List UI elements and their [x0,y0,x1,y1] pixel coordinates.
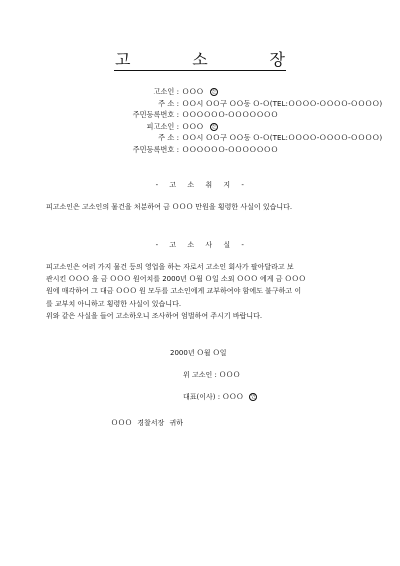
facts-text [46,261,364,322]
accused-id-row [0,144,400,156]
title-char-3: 장 [269,50,285,69]
seal-mark: 인 [211,89,216,95]
facts-heading: - 고 소 사 실 - [155,241,245,249]
title-underline [114,70,286,71]
field-value: ＯＯ시 ＯＯ구 ＯＯ동 Ｏ-Ｏ(TEL:ＯＯＯＯ-ＯＯＯＯ-ＯＯＯＯ) [182,133,383,143]
field-value: ＯＯＯＯＯＯ-ＯＯＯＯＯＯＯ [182,144,279,154]
field-label: 주 소 : [158,98,179,108]
field-label: 피고소인 : [146,121,179,131]
field-value: ＯＯＯ 인 [182,121,216,131]
seal-mark: 인 [211,123,216,130]
facts-line: 피고소인은 여러 가지 물건 등의 영업을 하는 자로서 고소인 회사가 팔아달라고 보 [46,263,294,271]
accused-name-row [0,121,400,133]
document-title [115,47,285,70]
complainant-id-row [0,109,400,121]
field-label: 고소인 : [153,87,179,96]
document-date: 2000년 Ｏ월 Ｏ일 [170,349,227,357]
accused-address-row [0,132,400,144]
field-label: 주 소 : [158,133,179,143]
complainant-name-row [0,86,400,98]
title-char-1: 고 [115,50,131,69]
field-value: ＯＯＯ 인 [182,87,216,96]
seal-mark: 인 [250,394,256,400]
field-value: ＯＯ시 ＯＯ구 ＯＯ동 Ｏ-Ｏ(TEL:ＯＯＯＯ-ＯＯＯＯ-ＯＯＯＯ) [182,98,383,108]
complainant-signature: 위 고소인 : ＯＯＯ [183,371,241,379]
purpose-text: 피고소인은 고소인의 물건을 처분하여 금 ＯＯＯ 만원을 횡령한 사실이 있습니다. [46,203,293,211]
field-value: ＯＯＯＯＯＯ-ＯＯＯＯＯＯＯ [182,110,279,120]
recipient: ＯＯＯ 경찰서장 귀하 [111,419,184,427]
field-label: 주민등록번호 : [132,144,179,154]
facts-line: 원에 매각하여 그 대금 ＯＯＯ 원 모두를 고소인에게 교부하여야 함에도 불구하고 이 [46,287,302,296]
party-info [0,86,400,156]
facts-line: 를 교부치 아니하고 횡령한 사실이 있습니다. [46,299,182,308]
field-label: 주민등록번호 : [132,110,179,120]
representative-signature: 대표(이사) : ＯＯＯ 인 [183,393,256,401]
facts-line: 위와 같은 사실을 들어 고소하오니 조사하여 엄벌하여 주시기 바랍니다. [46,311,263,320]
complainant-address-row [0,98,400,110]
facts-line: 관시킨 ＯＯＯ 을 금 ＯＯＯ 원어치를 2000년 Ｏ월 Ｏ일 소외 ＯＯＯ 에게 금 ＯＯＯ [46,275,306,284]
title-char-2: 소 [192,50,208,69]
purpose-heading: - 고 소 취 지 - [155,181,245,189]
